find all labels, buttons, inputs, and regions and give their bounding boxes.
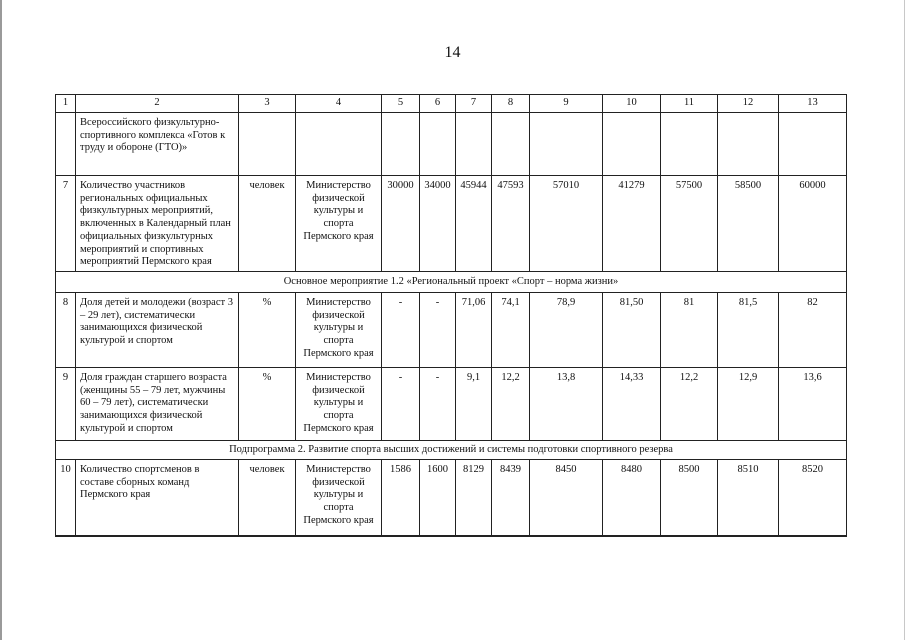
value-cell	[420, 535, 456, 536]
table-row	[56, 459, 847, 535]
indicator-name: Доля детей и молодежи (возраст 3 – 29 лет), систематически занимающихся физической культурой и спортом	[76, 292, 239, 367]
indicators-table	[55, 94, 847, 537]
unit-cell: человек	[239, 176, 296, 272]
value-cell: -	[382, 367, 420, 440]
value-cell: 60000	[779, 176, 847, 272]
value-cell: 81,50	[603, 292, 661, 367]
value-cell: 45944	[456, 176, 492, 272]
value-cell: 14,33	[603, 367, 661, 440]
row-number	[56, 535, 76, 536]
table-row	[56, 535, 847, 536]
header-cell: 4	[296, 95, 382, 113]
value-cell	[382, 113, 420, 176]
table-row	[56, 292, 847, 367]
value-cell: 8439	[492, 459, 530, 535]
header-cell: 12	[718, 95, 779, 113]
header-cell: 11	[661, 95, 718, 113]
value-cell: 81,5	[718, 292, 779, 367]
section-row	[56, 271, 847, 292]
value-cell	[492, 535, 530, 536]
header-cell: 8	[492, 95, 530, 113]
indicator-name: Всероссийского физкультурно-спортивного комплекса «Готов к труду и обороне (ГТО)»	[76, 113, 239, 176]
value-cell: 1586	[382, 459, 420, 535]
page-number: 14	[444, 44, 461, 61]
value-cell	[603, 113, 661, 176]
value-cell: 8500	[661, 459, 718, 535]
value-cell: 47593	[492, 176, 530, 272]
value-cell: 81	[661, 292, 718, 367]
value-cell: 57010	[530, 176, 603, 272]
header-cell: 2	[76, 95, 239, 113]
table-row	[56, 367, 847, 440]
value-cell	[779, 535, 847, 536]
responsible-ministry: Министерство физической культуры и спорта Пермского края	[296, 367, 382, 440]
value-cell	[661, 113, 718, 176]
value-cell: 78,9	[530, 292, 603, 367]
value-cell: 8129	[456, 459, 492, 535]
section-title: Подпрограмма 2. Развитие спорта высших достижений и системы подготовки спортивного резерва	[56, 440, 847, 459]
value-cell: 13,8	[530, 367, 603, 440]
header-cell: 10	[603, 95, 661, 113]
indicator-name	[76, 535, 239, 536]
table-row	[56, 113, 847, 176]
header-cell: 3	[239, 95, 296, 113]
header-cell: 5	[382, 95, 420, 113]
row-number: 8	[56, 292, 76, 367]
value-cell: 8450	[530, 459, 603, 535]
value-cell	[603, 535, 661, 536]
value-cell: 82	[779, 292, 847, 367]
value-cell	[492, 113, 530, 176]
section-row	[56, 440, 847, 459]
value-cell: -	[420, 292, 456, 367]
value-cell: 12,2	[661, 367, 718, 440]
row-number: 7	[56, 176, 76, 272]
value-cell: -	[420, 367, 456, 440]
value-cell: 13,6	[779, 367, 847, 440]
value-cell: 12,2	[492, 367, 530, 440]
unit-cell	[239, 113, 296, 176]
value-cell: 8480	[603, 459, 661, 535]
value-cell: 34000	[420, 176, 456, 272]
value-cell	[779, 113, 847, 176]
value-cell: 30000	[382, 176, 420, 272]
value-cell: 1600	[420, 459, 456, 535]
unit-cell: %	[239, 292, 296, 367]
value-cell: 8510	[718, 459, 779, 535]
scan-edge-left	[0, 0, 2, 640]
value-cell	[420, 113, 456, 176]
value-cell	[456, 113, 492, 176]
value-cell: 8520	[779, 459, 847, 535]
value-cell	[382, 535, 420, 536]
row-number: 9	[56, 367, 76, 440]
table-row	[56, 176, 847, 272]
value-cell	[718, 113, 779, 176]
responsible-ministry	[296, 113, 382, 176]
section-title: Основное мероприятие 1.2 «Региональный проект «Спорт – норма жизни»	[56, 271, 847, 292]
header-cell: 1	[56, 95, 76, 113]
indicator-name: Количество спортсменов в составе сборных команд Пермского края	[76, 459, 239, 535]
value-cell	[661, 535, 718, 536]
header-cell: 9	[530, 95, 603, 113]
indicator-name: Доля граждан старшего возраста (женщины 55 – 79 лет, мужчины 60 – 79 лет), систематически занимающихся физической культурой и спортом	[76, 367, 239, 440]
value-cell: 41279	[603, 176, 661, 272]
value-cell	[530, 535, 603, 536]
header-row	[56, 95, 847, 113]
value-cell: 12,9	[718, 367, 779, 440]
value-cell: 57500	[661, 176, 718, 272]
responsible-ministry: Министерство физической культуры и спорта Пермского края	[296, 292, 382, 367]
value-cell: 9,1	[456, 367, 492, 440]
indicator-name: Количество участников региональных официальных физкультурных мероприятий, включенных в Календарный план официальных физкультурных мероприятий и спортивных мероприятий Пермского края	[76, 176, 239, 272]
value-cell: 74,1	[492, 292, 530, 367]
header-cell: 6	[420, 95, 456, 113]
header-cell: 13	[779, 95, 847, 113]
value-cell: 58500	[718, 176, 779, 272]
unit-cell: человек	[239, 459, 296, 535]
value-cell	[456, 535, 492, 536]
responsible-ministry	[296, 535, 382, 536]
value-cell: -	[382, 292, 420, 367]
unit-cell: %	[239, 367, 296, 440]
responsible-ministry: Министерство физической культуры и спорта Пермского края	[296, 459, 382, 535]
row-number: 10	[56, 459, 76, 535]
responsible-ministry: Министерство физической культуры и спорта Пермского края	[296, 176, 382, 272]
value-cell	[718, 535, 779, 536]
row-number	[56, 113, 76, 176]
header-cell: 7	[456, 95, 492, 113]
unit-cell	[239, 535, 296, 536]
value-cell	[530, 113, 603, 176]
value-cell: 71,06	[456, 292, 492, 367]
